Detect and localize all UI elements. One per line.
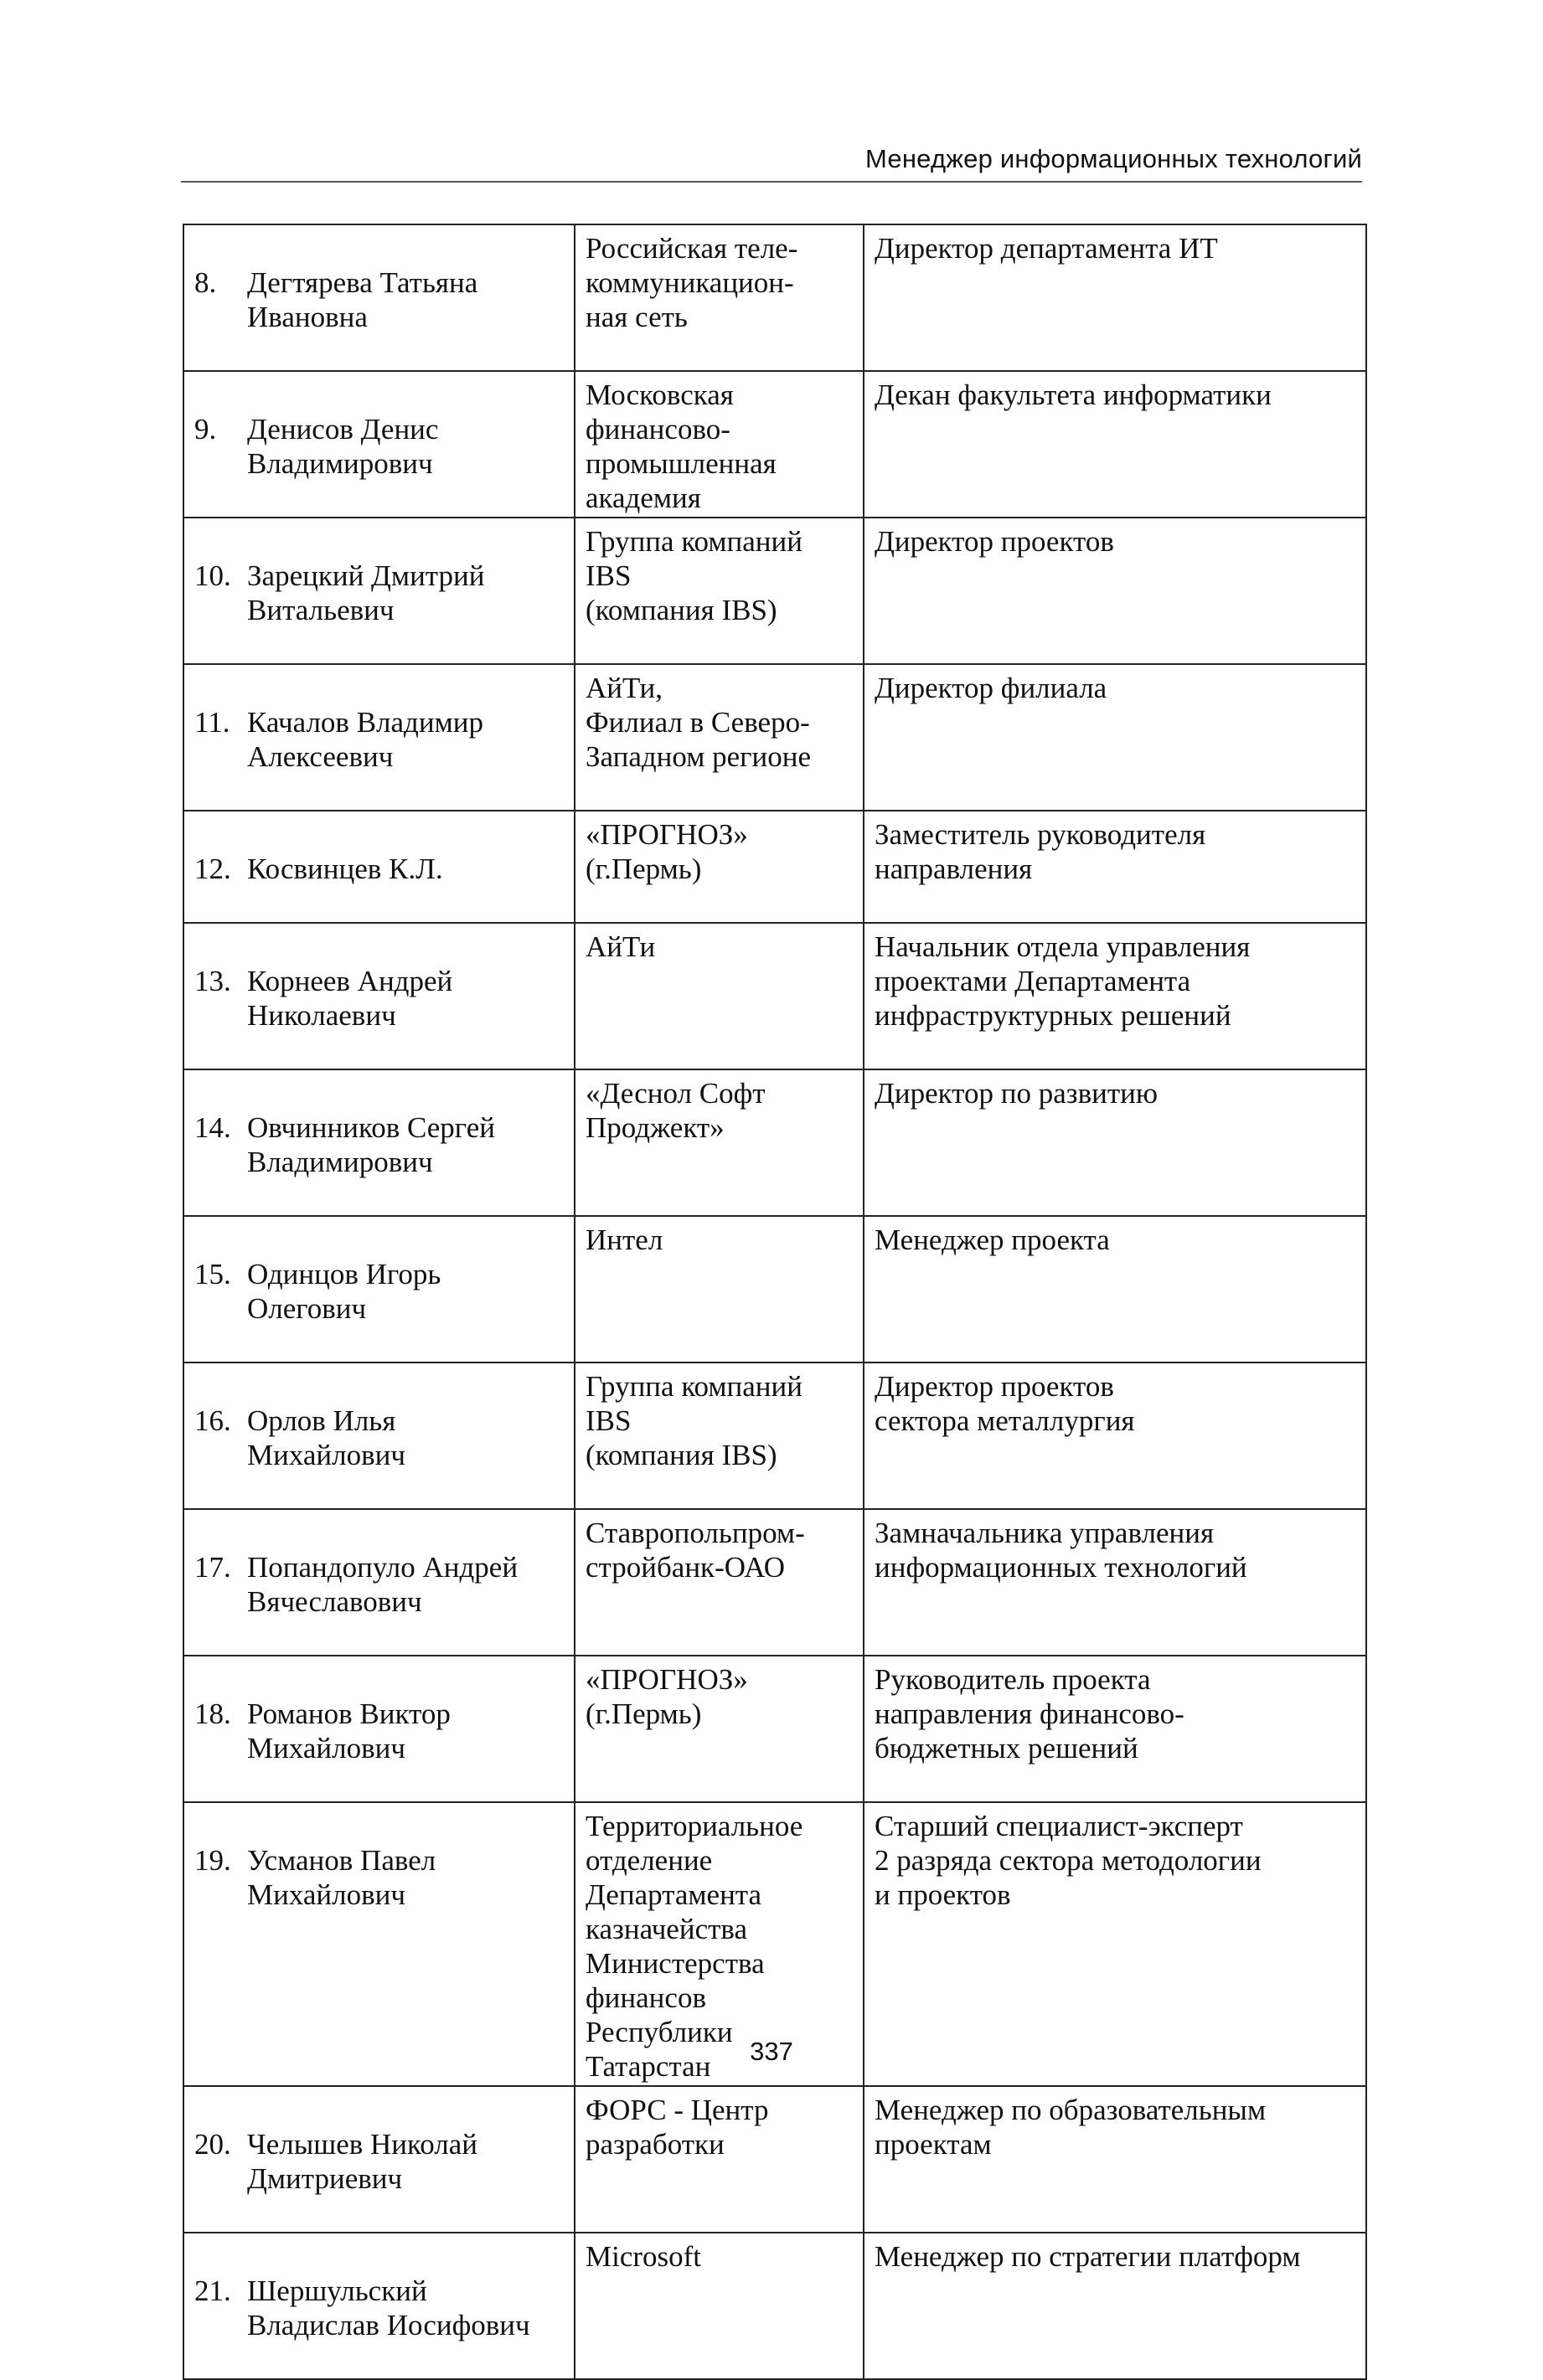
person-name: Попандопуло Андрей Вячеславович [247, 1551, 519, 1618]
table-row [183, 923, 1366, 1069]
organization-cell: Территориальное отделение Департамента казначейства Министерства финансов Республики Татарстан [575, 1802, 864, 2086]
table-row [183, 1363, 1366, 1509]
organization-cell: Интел [575, 1216, 864, 1363]
table-row [183, 2086, 1366, 2233]
page-number: 337 [750, 2037, 793, 2066]
organization-cell: Группа компаний IBS (компания IBS) [575, 518, 864, 664]
organization-cell: АйТи [575, 923, 864, 1069]
row-number: 11. [194, 706, 230, 739]
person-name: Зарецкий Дмитрий Витальевич [247, 559, 485, 626]
position-cell: Директор проектов сектора металлургия [864, 1363, 1366, 1509]
row-number: 12. [194, 853, 231, 885]
person-cell [183, 518, 575, 664]
person-name: Челышев Николай Дмитриевич [247, 2128, 478, 2195]
person-name: Орлов Илья Михайлович [247, 1404, 405, 1471]
person-cell [183, 1069, 575, 1216]
row-number: 20. [194, 2128, 231, 2161]
position-cell: Заместитель руководителя направления [864, 811, 1366, 923]
position-cell: Декан факультета информатики [864, 371, 1366, 518]
position-cell: Менеджер по стратегии платформ [864, 2233, 1366, 2379]
organization-cell: Microsoft [575, 2233, 864, 2379]
row-number: 14. [194, 1111, 231, 1144]
row-number: 13. [194, 965, 231, 997]
organization-cell: Российская теле- коммуникацион- ная сеть [575, 224, 864, 371]
table-row [183, 518, 1366, 664]
person-cell [183, 664, 575, 811]
table-row [183, 371, 1366, 518]
position-cell: Замначальника управления информационных технологий [864, 1509, 1366, 1656]
position-cell: Начальник отдела управления проектами Департамента инфраструктурных решений [864, 923, 1366, 1069]
position-cell: Директор проектов [864, 518, 1366, 664]
person-cell [183, 1216, 575, 1363]
person-cell [183, 371, 575, 518]
person-name: Дегтярева Татьяна Ивановна [247, 266, 478, 333]
person-cell [183, 923, 575, 1069]
person-cell [183, 811, 575, 923]
organization-cell: Московская финансово- промышленная академия [575, 371, 864, 518]
table-row [183, 224, 1366, 371]
person-name: Овчинников Сергей Владимирович [247, 1111, 495, 1178]
row-number: 16. [194, 1404, 231, 1437]
position-cell: Руководитель проекта направления финансово- бюджетных решений [864, 1656, 1366, 1802]
organization-cell: ФОРС - Центр разработки [575, 2086, 864, 2233]
position-cell: Старший специалист-эксперт 2 разряда сектора методологии и проектов [864, 1802, 1366, 2086]
organization-cell: Группа компаний IBS (компания IBS) [575, 1363, 864, 1509]
person-name: Денисов Денис Владимирович [247, 413, 439, 480]
organization-cell: АйТи, Филиал в Северо- Западном регионе [575, 664, 864, 811]
person-name: Усманов Павел Михайлович [247, 1844, 436, 1911]
row-number: 21. [194, 2274, 231, 2307]
row-number: 8. [194, 266, 217, 299]
running-header: Менеджер информационных технологий [865, 144, 1362, 173]
person-cell [183, 2086, 575, 2233]
position-cell: Директор по развитию [864, 1069, 1366, 1216]
table-row [183, 1656, 1366, 1802]
table-row [183, 811, 1366, 923]
person-cell [183, 1363, 575, 1509]
person-name: Косвинцев К.Л. [247, 853, 443, 885]
person-cell [183, 224, 575, 371]
person-name: Романов Виктор Михайлович [247, 1697, 451, 1764]
row-number: 10. [194, 559, 231, 592]
header-divider [181, 181, 1362, 183]
organization-cell: «ПРОГНОЗ» (г.Пермь) [575, 811, 864, 923]
position-cell: Менеджер проекта [864, 1216, 1366, 1363]
person-cell [183, 1509, 575, 1656]
position-cell: Менеджер по образовательным проектам [864, 2086, 1366, 2233]
row-number: 15. [194, 1258, 231, 1290]
table-row [183, 1216, 1366, 1363]
organization-cell: Ставропольпром- стройбанк-ОАО [575, 1509, 864, 1656]
person-cell [183, 1656, 575, 1802]
person-cell [183, 2233, 575, 2379]
row-number: 19. [194, 1844, 231, 1877]
table-row [183, 1509, 1366, 1656]
row-number: 18. [194, 1697, 231, 1730]
table-row [183, 2233, 1366, 2379]
position-cell: Директор департамента ИТ [864, 224, 1366, 371]
person-name: Качалов Владимир Алексеевич [247, 706, 483, 773]
row-number: 17. [194, 1551, 231, 1584]
organization-cell: «Деснол Софт Проджект» [575, 1069, 864, 1216]
person-name: Корнеев Андрей Николаевич [247, 965, 453, 1032]
person-name: Одинцов Игорь Олегович [247, 1258, 441, 1325]
row-number: 9. [194, 413, 217, 446]
table-row [183, 1069, 1366, 1216]
table-row [183, 664, 1366, 811]
organization-cell: «ПРОГНОЗ» (г.Пермь) [575, 1656, 864, 1802]
person-name: Шершульский Владислав Иосифович [247, 2274, 530, 2341]
position-cell: Директор филиала [864, 664, 1366, 811]
